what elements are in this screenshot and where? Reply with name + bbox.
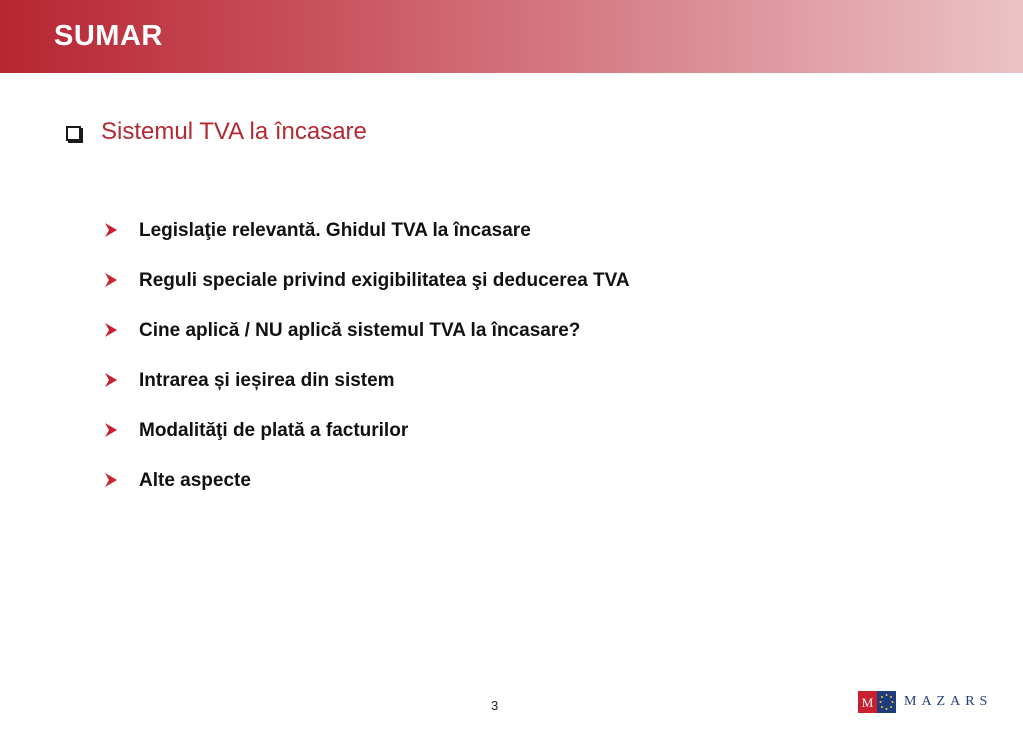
logo-letter: M: [861, 695, 874, 710]
logo-wordmark: MAZARS: [904, 694, 993, 709]
arrow-bullet-icon: [104, 472, 118, 488]
list-item: [104, 469, 630, 519]
list-item-text: Alte aspecte: [139, 470, 251, 491]
list-item-text: Legislaţie relevantă. Ghidul TVA la încasare: [139, 220, 531, 241]
list-item: [104, 419, 630, 469]
arrow-bullet-icon: [104, 372, 118, 388]
checkbox-bullet-icon: [66, 126, 81, 141]
mazars-logo: [858, 691, 992, 713]
list-item: [104, 269, 630, 319]
arrow-bullet-icon: [104, 322, 118, 338]
list-item-text: Modalităţi de plată a facturilor: [139, 420, 409, 441]
list-item: [104, 219, 630, 269]
mazars-logo-mark: [858, 691, 896, 713]
section-heading: [66, 117, 367, 147]
list-item-text: Reguli speciale privind exigibilitatea şi deducerea TVA: [139, 270, 630, 291]
page-number: 3: [491, 698, 499, 713]
section-title: Sistemul TVA la încasare: [101, 118, 367, 145]
list-item-text: Cine aplică / NU aplică sistemul TVA la încasare?: [139, 320, 581, 341]
list-item-text: Intrarea și ieșirea din sistem: [139, 370, 395, 391]
slide-header-bar: [0, 0, 1023, 73]
arrow-bullet-icon: [104, 222, 118, 238]
arrow-bullet-icon: [104, 422, 118, 438]
slide-title: SUMAR: [54, 20, 163, 52]
bullet-list: [104, 219, 630, 519]
arrow-bullet-icon: [104, 272, 118, 288]
list-item: [104, 319, 630, 369]
list-item: [104, 369, 630, 419]
